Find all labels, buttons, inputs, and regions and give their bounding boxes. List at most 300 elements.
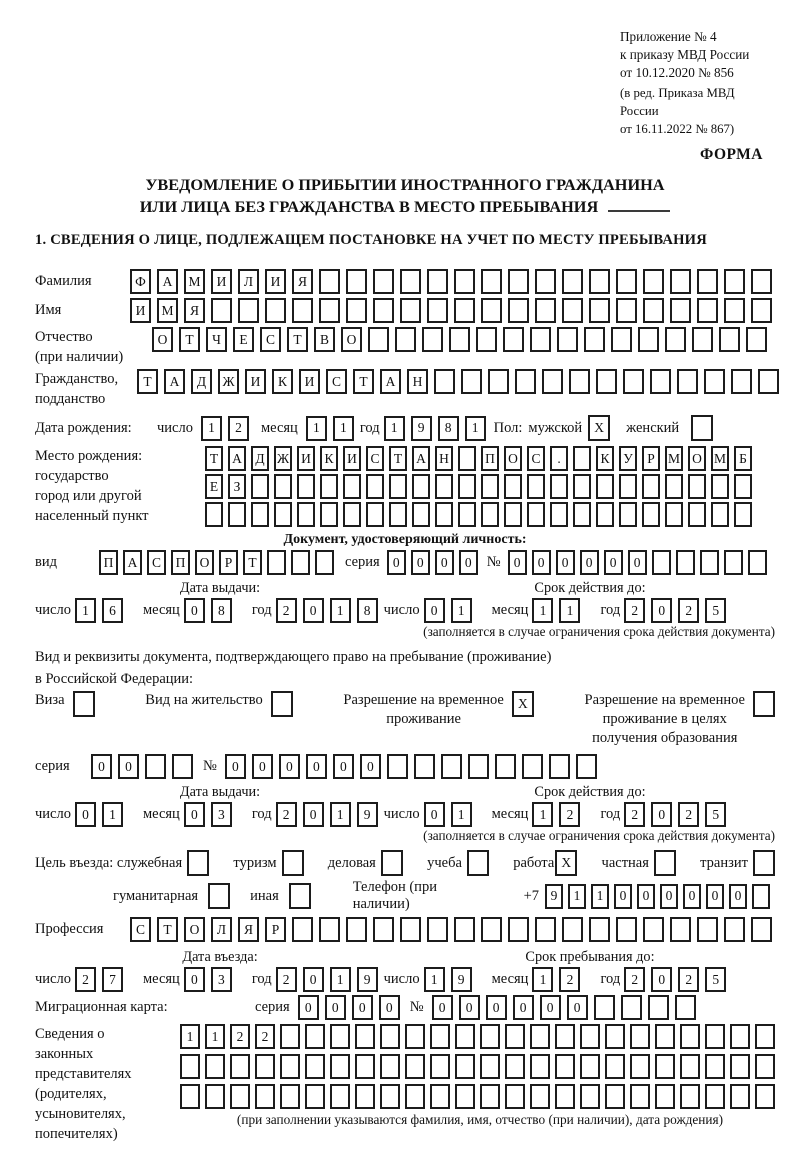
identity-doc-heading: Документ, удостоверяющий личность: — [283, 532, 527, 547]
entry-dates — [35, 967, 775, 992]
year-label: год — [359, 419, 380, 436]
char-box: 0 — [651, 967, 672, 992]
char-box — [596, 369, 617, 394]
char-box — [751, 298, 772, 323]
stay-year-boxes — [624, 967, 732, 992]
char-box: Т — [287, 327, 308, 352]
issue-month-boxes — [184, 598, 238, 623]
birth-month-boxes — [306, 416, 360, 441]
char-box: 0 — [651, 598, 672, 623]
year-label: год — [251, 806, 272, 822]
char-box: 2 — [678, 802, 699, 827]
migration-series-boxes — [298, 995, 406, 1020]
char-box — [589, 269, 610, 294]
char-box: 0 — [637, 884, 655, 909]
form-title-line2: ИЛИ ЛИЦА БЕЗ ГРАЖДАНСТВА В МЕСТО ПРЕБЫВАНИЯ — [35, 196, 775, 218]
char-box: . — [550, 446, 568, 471]
purpose-private: частная — [602, 850, 676, 876]
char-box: 1 — [532, 967, 553, 992]
char-box — [405, 1054, 425, 1079]
char-box: 2 — [276, 598, 297, 623]
profession-boxes — [130, 917, 778, 942]
residence-doc-dates — [35, 802, 775, 827]
char-box — [753, 850, 775, 876]
char-box — [430, 1024, 450, 1049]
birth-day-boxes — [201, 416, 255, 441]
char-box — [412, 474, 430, 499]
char-box: 0 — [303, 967, 324, 992]
birthplace-line3 — [205, 502, 757, 527]
appendix-note-line: (в ред. Приказа МВД России — [620, 86, 735, 118]
char-box — [508, 298, 529, 323]
char-box — [755, 1084, 775, 1109]
char-box: 2 — [678, 967, 699, 992]
char-box — [395, 327, 416, 352]
char-box: К — [272, 369, 293, 394]
char-box — [274, 474, 292, 499]
issue-date-group — [35, 802, 384, 827]
char-box — [481, 502, 499, 527]
char-box: К — [320, 446, 338, 471]
char-box: Ч — [206, 327, 227, 352]
char-box: 0 — [628, 550, 647, 575]
char-box: С — [130, 917, 151, 942]
char-box: X — [512, 691, 534, 717]
char-box — [589, 298, 610, 323]
issue-date-group — [35, 598, 384, 623]
valid-until-header: Срок действия до: — [534, 784, 646, 800]
purpose-business: деловая — [328, 850, 403, 876]
char-box: Р — [265, 917, 286, 942]
entry-date-group — [35, 967, 384, 992]
char-box: 2 — [276, 967, 297, 992]
char-box: 5 — [705, 802, 726, 827]
char-box — [692, 327, 713, 352]
char-box — [255, 1054, 275, 1079]
temp-residence-checkbox — [512, 691, 534, 717]
char-box — [380, 1024, 400, 1049]
char-box: 2 — [255, 1024, 275, 1049]
char-box — [562, 298, 583, 323]
visa-label: Виза — [35, 692, 65, 708]
humanitarian-label: гуманитарная — [113, 887, 199, 904]
char-box: 0 — [75, 802, 96, 827]
char-box: 0 — [580, 550, 599, 575]
char-box — [630, 1054, 650, 1079]
humanitarian-checkbox — [208, 883, 230, 909]
firstname-boxes — [130, 298, 778, 323]
official-checkbox — [187, 850, 209, 876]
char-box: М — [665, 446, 683, 471]
char-box: X — [555, 850, 577, 876]
char-box: З — [228, 474, 246, 499]
char-box: Р — [642, 446, 660, 471]
char-box — [454, 917, 475, 942]
char-box — [576, 754, 597, 779]
char-box — [480, 1024, 500, 1049]
transit-checkbox — [753, 850, 775, 876]
birthplace-line2 — [205, 474, 757, 499]
stay-until-header: Срок пребывания до: — [525, 949, 655, 965]
char-box — [550, 502, 568, 527]
char-box — [265, 298, 286, 323]
profession-label: Профессия — [35, 921, 104, 937]
char-box: 0 — [184, 802, 205, 827]
title-blank-underline — [608, 196, 670, 212]
char-box — [594, 995, 615, 1020]
char-box — [665, 474, 683, 499]
char-box: 0 — [184, 598, 205, 623]
char-box — [680, 1084, 700, 1109]
char-box — [455, 1084, 475, 1109]
day-label: число — [383, 971, 420, 987]
char-box — [746, 327, 767, 352]
char-box: 1 — [591, 884, 609, 909]
char-box — [238, 298, 259, 323]
representatives-line1 — [180, 1024, 780, 1049]
char-box — [752, 884, 770, 909]
char-box — [458, 502, 476, 527]
char-box — [508, 269, 529, 294]
char-box: 0 — [459, 550, 478, 575]
month-label: месяц — [491, 971, 529, 987]
char-box: 0 — [279, 754, 300, 779]
day-label: число — [35, 971, 71, 987]
char-box — [320, 502, 338, 527]
female-checkbox — [691, 415, 713, 441]
month-label: месяц — [142, 971, 180, 987]
char-box — [366, 502, 384, 527]
firstname-row — [35, 298, 775, 323]
char-box — [655, 1024, 675, 1049]
issue-day-boxes — [75, 598, 129, 623]
char-box: 0 — [225, 754, 246, 779]
char-box: 0 — [567, 995, 588, 1020]
char-box: 0 — [540, 995, 561, 1020]
valid-month-boxes — [532, 802, 586, 827]
char-box — [346, 917, 367, 942]
char-box: 1 — [568, 884, 586, 909]
char-box — [505, 1084, 525, 1109]
valid-until-header: Срок действия до: — [534, 580, 646, 596]
work-checkbox — [555, 850, 577, 876]
char-box — [688, 474, 706, 499]
char-box — [691, 415, 713, 441]
char-box: 6 — [102, 598, 123, 623]
char-box — [319, 917, 340, 942]
char-box — [670, 269, 691, 294]
char-box: 5 — [705, 598, 726, 623]
char-box — [208, 883, 230, 909]
char-box — [680, 1054, 700, 1079]
form-title-line1: УВЕДОМЛЕНИЕ О ПРИБЫТИИ ИНОСТРАННОГО ГРАЖДАНИНА — [145, 175, 665, 194]
char-box: 0 — [486, 995, 507, 1020]
appendix-revision-note — [620, 84, 775, 138]
char-box — [569, 369, 590, 394]
birthplace-label: Место рождения: государство город или другой населенный пункт — [35, 448, 149, 524]
char-box — [315, 550, 334, 575]
identity-doc-dates — [35, 598, 775, 623]
char-box — [755, 1054, 775, 1079]
issue-year-boxes — [276, 598, 384, 623]
char-box — [751, 269, 772, 294]
char-box: 2 — [559, 802, 580, 827]
char-box: И — [245, 369, 266, 394]
residence-doc-valid-note: (заполняется в случае ограничения срока действия документа) — [423, 828, 775, 843]
char-box: 0 — [424, 802, 445, 827]
char-box: 1 — [102, 802, 123, 827]
day-label: число — [35, 602, 71, 618]
char-box: Т — [137, 369, 158, 394]
char-box — [373, 917, 394, 942]
char-box — [670, 298, 691, 323]
char-box: М — [184, 269, 205, 294]
char-box — [527, 474, 545, 499]
char-box — [467, 850, 489, 876]
char-box — [734, 474, 752, 499]
char-box — [549, 754, 570, 779]
char-box: Е — [205, 474, 223, 499]
char-box — [573, 502, 591, 527]
char-box — [677, 369, 698, 394]
char-box — [355, 1024, 375, 1049]
series-label: серия — [255, 999, 290, 1015]
stay-date-group — [384, 967, 733, 992]
edu-residence-checkbox — [753, 691, 775, 717]
char-box: 0 — [360, 754, 381, 779]
char-box — [643, 917, 664, 942]
char-box: О — [184, 917, 205, 942]
representatives-boxes — [180, 1024, 780, 1128]
male-checkbox — [588, 415, 610, 441]
char-box — [705, 1054, 725, 1079]
char-box: С — [326, 369, 347, 394]
char-box — [535, 917, 556, 942]
birth-year-boxes — [384, 416, 492, 441]
char-box — [530, 327, 551, 352]
char-box — [389, 502, 407, 527]
char-box — [346, 298, 367, 323]
char-box — [480, 1084, 500, 1109]
char-box — [380, 1084, 400, 1109]
char-box: 2 — [624, 967, 645, 992]
char-box — [330, 1024, 350, 1049]
tourism-checkbox — [282, 850, 304, 876]
char-box: С — [260, 327, 281, 352]
char-box: Т — [205, 446, 223, 471]
char-box — [145, 754, 166, 779]
char-box: 3 — [211, 802, 232, 827]
char-box — [704, 369, 725, 394]
char-box: О — [195, 550, 214, 575]
char-box — [414, 754, 435, 779]
char-box — [319, 269, 340, 294]
char-box: Л — [211, 917, 232, 942]
purpose-study: учеба — [427, 850, 489, 876]
char-box: У — [619, 446, 637, 471]
migration-card-label: Миграционная карта: — [35, 999, 168, 1015]
char-box: 0 — [435, 550, 454, 575]
char-box — [730, 1054, 750, 1079]
char-box — [643, 298, 664, 323]
char-box: Ф — [130, 269, 151, 294]
char-box — [297, 474, 315, 499]
purpose-transit: транзит — [700, 850, 775, 876]
char-box: 1 — [424, 967, 445, 992]
char-box: 1 — [333, 416, 354, 441]
char-box — [355, 1084, 375, 1109]
char-box: 9 — [411, 416, 432, 441]
char-box — [652, 550, 671, 575]
forma-label: ФОРМА — [699, 146, 763, 163]
char-box — [697, 269, 718, 294]
char-box — [292, 298, 313, 323]
char-box — [481, 269, 502, 294]
representatives-row — [35, 1024, 775, 1144]
char-box — [343, 502, 361, 527]
char-box — [205, 1054, 225, 1079]
char-box — [481, 298, 502, 323]
char-box — [758, 369, 779, 394]
char-box: 0 — [118, 754, 139, 779]
char-box — [605, 1084, 625, 1109]
birthplace-boxes — [205, 446, 757, 530]
char-box — [366, 474, 384, 499]
char-box: 0 — [325, 995, 346, 1020]
char-box: 0 — [683, 884, 701, 909]
visa-option — [35, 691, 95, 717]
residence-permit-label: Вид на жительство — [145, 692, 263, 708]
char-box: И — [343, 446, 361, 471]
char-box: С — [527, 446, 545, 471]
char-box: 0 — [184, 967, 205, 992]
char-box: 0 — [614, 884, 632, 909]
char-box — [458, 446, 476, 471]
char-box — [515, 369, 536, 394]
char-box: Я — [292, 269, 313, 294]
char-box — [550, 474, 568, 499]
char-box: А — [123, 550, 142, 575]
char-box: Я — [184, 298, 205, 323]
char-box — [748, 550, 767, 575]
char-box — [555, 1024, 575, 1049]
char-box — [724, 550, 743, 575]
char-box — [305, 1024, 325, 1049]
char-box — [172, 754, 193, 779]
phone-boxes — [545, 884, 775, 909]
representatives-label: Сведения о законных представителях (родителях, усыновителях, попечителях) — [35, 1026, 132, 1142]
char-box — [291, 550, 310, 575]
char-box — [412, 502, 430, 527]
char-box — [734, 502, 752, 527]
entry-month-boxes — [184, 967, 238, 992]
char-box: И — [130, 298, 151, 323]
month-label: месяц — [491, 806, 529, 822]
char-box — [697, 917, 718, 942]
char-box — [434, 369, 455, 394]
char-box — [427, 269, 448, 294]
doc-type-boxes — [99, 550, 339, 575]
char-box — [205, 1084, 225, 1109]
issue-month-boxes — [184, 802, 238, 827]
phone-label: Телефон (при наличии) — [352, 879, 437, 912]
char-box: 0 — [513, 995, 534, 1020]
char-box — [665, 502, 683, 527]
char-box: 1 — [75, 598, 96, 623]
char-box — [508, 917, 529, 942]
sex-label: Пол: — [493, 419, 523, 436]
char-box — [468, 754, 489, 779]
char-box: О — [341, 327, 362, 352]
char-box — [289, 883, 311, 909]
month-label: месяц — [260, 419, 298, 436]
doc-series-boxes — [387, 550, 483, 575]
char-box: 1 — [465, 416, 486, 441]
appendix-line: Приложение № 4 — [620, 29, 717, 44]
char-box — [522, 754, 543, 779]
char-box: А — [164, 369, 185, 394]
char-box — [755, 1024, 775, 1049]
identity-doc-row — [35, 550, 775, 575]
day-label: число — [157, 419, 193, 436]
temp-residence-label: Разрешение на временное проживание — [343, 692, 504, 727]
entry-year-boxes — [276, 967, 384, 992]
residence-number-boxes — [225, 754, 603, 779]
char-box — [654, 850, 676, 876]
char-box — [455, 1054, 475, 1079]
char-box — [562, 917, 583, 942]
char-box — [688, 502, 706, 527]
char-box — [405, 1024, 425, 1049]
char-box: 1 — [180, 1024, 200, 1049]
stay-month-boxes — [532, 967, 586, 992]
char-box — [557, 327, 578, 352]
char-box: 0 — [651, 802, 672, 827]
char-box — [455, 1024, 475, 1049]
char-box — [596, 474, 614, 499]
char-box: Т — [179, 327, 200, 352]
char-box: Д — [251, 446, 269, 471]
month-label: месяц — [142, 806, 180, 822]
char-box — [530, 1024, 550, 1049]
char-box: А — [157, 269, 178, 294]
char-box: М — [157, 298, 178, 323]
char-box — [461, 369, 482, 394]
char-box: 2 — [75, 967, 96, 992]
char-box: 1 — [384, 416, 405, 441]
residence-series-boxes — [91, 754, 199, 779]
appendix-line: от 10.12.2020 № 856 — [620, 65, 734, 80]
char-box: С — [366, 446, 384, 471]
char-box — [724, 269, 745, 294]
surname-row — [35, 269, 775, 294]
char-box: 8 — [211, 598, 232, 623]
residence-doc-options — [35, 691, 775, 748]
char-box — [228, 502, 246, 527]
doc-number-label: № — [486, 554, 501, 570]
char-box: 0 — [604, 550, 623, 575]
char-box — [230, 1084, 250, 1109]
char-box — [405, 1084, 425, 1109]
char-box — [267, 550, 286, 575]
char-box — [400, 917, 421, 942]
purpose-work: работа X — [513, 850, 577, 876]
visit-purpose-row — [35, 850, 775, 876]
char-box: 0 — [333, 754, 354, 779]
business-checkbox — [381, 850, 403, 876]
char-box: Т — [157, 917, 178, 942]
char-box: П — [99, 550, 118, 575]
